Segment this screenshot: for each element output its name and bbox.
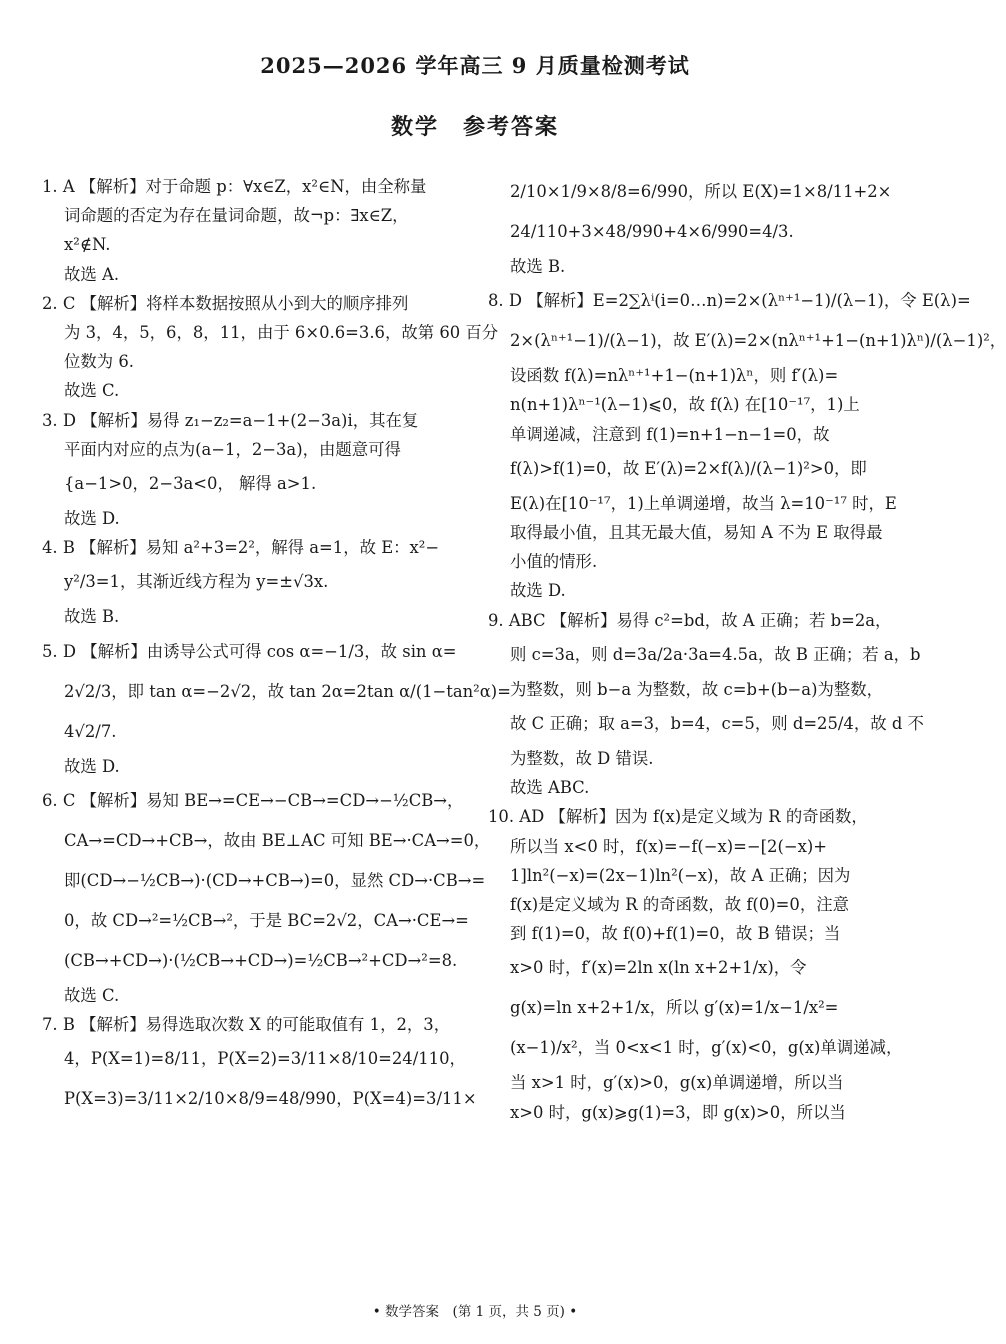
answer-line: 故选 A.	[64, 264, 120, 284]
answer-line: x>0 时，f′(x)=2ln x(ln x+2+1/x)，令	[510, 958, 807, 978]
page-footer: • 数学答案 (第 1 页，共 5 页) •	[372, 1304, 578, 1320]
answer-line: 为 3，4，5，6，8，11，由于 6×0.6=3.6，故第 60 百分	[64, 323, 499, 343]
answer-line: f(λ)>f(1)=0，故 E′(λ)=2×f(λ)/(λ−1)²>0，即	[510, 458, 867, 478]
left-column	[42, 172, 511, 1119]
answer-line: 设函数 f(λ)=nλⁿ⁺¹+1−(n+1)λⁿ，则 f′(λ)=	[510, 366, 839, 386]
answer-line: 7. B 【解析】易得选取次数 X 的可能取值有 1，2，3，	[42, 1015, 451, 1035]
answer-line: 小值的情形.	[510, 552, 598, 572]
answer-line: 4√2/7.	[64, 721, 117, 741]
answer-line: 故选 B.	[510, 257, 566, 276]
right-column	[488, 172, 1006, 1127]
answer-line: 词命题的否定为存在量词命题，故¬p：∃x∈Z，	[64, 206, 409, 226]
answer-line: 故选 ABC.	[510, 778, 590, 798]
answer-line: 6. C 【解析】易知 BE→=CE→−CB→=CD→−½CB→，	[42, 790, 464, 810]
answer-line: 1]ln²(−x)=(2x−1)ln²(−x)，故 A 正确；因为	[510, 865, 851, 885]
answer-line: 为整数，故 D 错误.	[510, 749, 654, 769]
answer-line: CA→=CD→+CB→，故由 BE⊥AC 可知 BE→·CA→=0，	[64, 830, 491, 850]
answer-line: 9. ABC 【解析】易得 c²=bd，故 A 正确；若 b=2a，	[488, 610, 892, 630]
answer-line: 故 C 正确；取 a=3，b=4，c=5，则 d=25/4，故 d 不	[510, 714, 924, 734]
exam-title: 2025—2026 学年高三 9 月质量检测考试	[260, 53, 690, 78]
answer-line: 单调递减，注意到 f(1)=n+1−n−1=0，故	[510, 424, 830, 444]
answer-line: 24/110+3×48/990+4×6/990=4/3.	[510, 222, 794, 241]
answer-line: 2×(λⁿ⁺¹−1)/(λ−1)，故 E′(λ)=2×(nλⁿ⁺¹+1−(n+1)λⁿ)/(λ−1)²，	[510, 331, 1006, 351]
answer-line: 平面内对应的点为(a−1，2−3a)，由题意可得	[64, 439, 401, 459]
answer-line: 1. A 【解析】对于命题 p：∀x∈Z，x²∈N，由全称量	[42, 177, 427, 196]
answer-line: 当 x>1 时，g′(x)>0，g(x)单调递增，所以当	[510, 1073, 844, 1093]
answer-line: 故选 D.	[64, 509, 120, 529]
answer-line: 8. D 【解析】E=2∑λⁱ(i=0…n)=2×(λⁿ⁺¹−1)/(λ−1)，令 E(λ)=	[488, 291, 971, 311]
answer-line: 4. B 【解析】易知 a²+3=2²，解得 a=1，故 E：x²−	[42, 538, 440, 558]
answer-line: 2. C 【解析】将样本数据按照从小到大的顺序排列	[42, 293, 409, 313]
answer-line: 为整数，则 b−a 为整数，故 c=b+(b−a)为整数，	[510, 679, 884, 699]
answer-line: 故选 B.	[64, 607, 120, 627]
answer-line: 取得最小值，且其无最大值，易知 A 不为 E 取得最	[510, 523, 883, 543]
answer-line: x>0 时，g(x)⩾g(1)=3，即 g(x)>0，所以当	[510, 1102, 846, 1122]
answer-line: 故选 C.	[64, 381, 120, 401]
answer-line: 2/10×1/9×8/8=6/990，所以 E(X)=1×8/11+2×	[510, 182, 892, 201]
answer-line: 故选 C.	[64, 985, 120, 1005]
answer-line: 0，故 CD→²=½CB→²，于是 BC=2√2，CA→·CE→=	[64, 910, 469, 930]
answer-line: {a−1>0，2−3a<0， 解得 a>1.	[64, 474, 317, 494]
answer-line: P(X=3)=3/11×2/10×8/9=48/990，P(X=4)=3/11×	[64, 1089, 477, 1109]
answer-line: 3. D 【解析】易得 z₁−z₂=a−1+(2−3a)i，其在复	[42, 410, 419, 430]
answer-line: y²/3=1，其渐近线方程为 y=±√3x.	[64, 572, 329, 592]
answer-line: (CB→+CD→)·(½CB→+CD→)=½CB→²+CD→²=8.	[64, 950, 458, 970]
answer-line: 到 f(1)=0，故 f(0)+f(1)=0，故 B 错误；当	[510, 924, 841, 944]
answer-line: 所以当 x<0 时，f(x)=−f(−x)=−[2(−x)+	[510, 836, 827, 856]
answer-line: 则 c=3a，则 d=3a/2a·3a=4.5a，故 B 正确；若 a，b	[510, 644, 921, 664]
answer-line: n(n+1)λⁿ⁻¹(λ−1)⩽0，故 f(λ) 在[10⁻¹⁷，1)上	[510, 395, 860, 415]
answer-line: 2√2/3，即 tan α=−2√2，故 tan 2α=2tan α/(1−tan²α)=	[64, 681, 511, 701]
answer-line: f(x)是定义域为 R 的奇函数，故 f(0)=0，注意	[510, 895, 849, 915]
answer-line: (x−1)/x²，当 0<x<1 时，g′(x)<0，g(x)单调递减，	[510, 1038, 903, 1058]
answer-key-subtitle: 数学 参考答案	[390, 114, 559, 140]
answer-line: 位数为 6.	[64, 352, 135, 372]
answer-line: 故选 D.	[64, 756, 120, 776]
answer-line: E(λ)在[10⁻¹⁷，1)上单调递增，故当 λ=10⁻¹⁷ 时，E	[510, 493, 897, 513]
answer-line: 即(CD→−½CB→)·(CD→+CB→)=0，显然 CD→·CB→=	[64, 870, 486, 890]
answer-line: g(x)=ln x+2+1/x，所以 g′(x)=1/x−1/x²=	[510, 998, 839, 1018]
answer-line: 5. D 【解析】由诱导公式可得 cos α=−1/3，故 sin α=	[42, 641, 457, 661]
answer-line: x²∉N.	[64, 235, 111, 255]
answer-line: 4，P(X=1)=8/11，P(X=2)=3/11×8/10=24/110，	[64, 1049, 466, 1069]
answer-line: 10. AD 【解析】因为 f(x)是定义域为 R 的奇函数，	[488, 807, 868, 827]
answer-line: 故选 D.	[510, 581, 566, 601]
